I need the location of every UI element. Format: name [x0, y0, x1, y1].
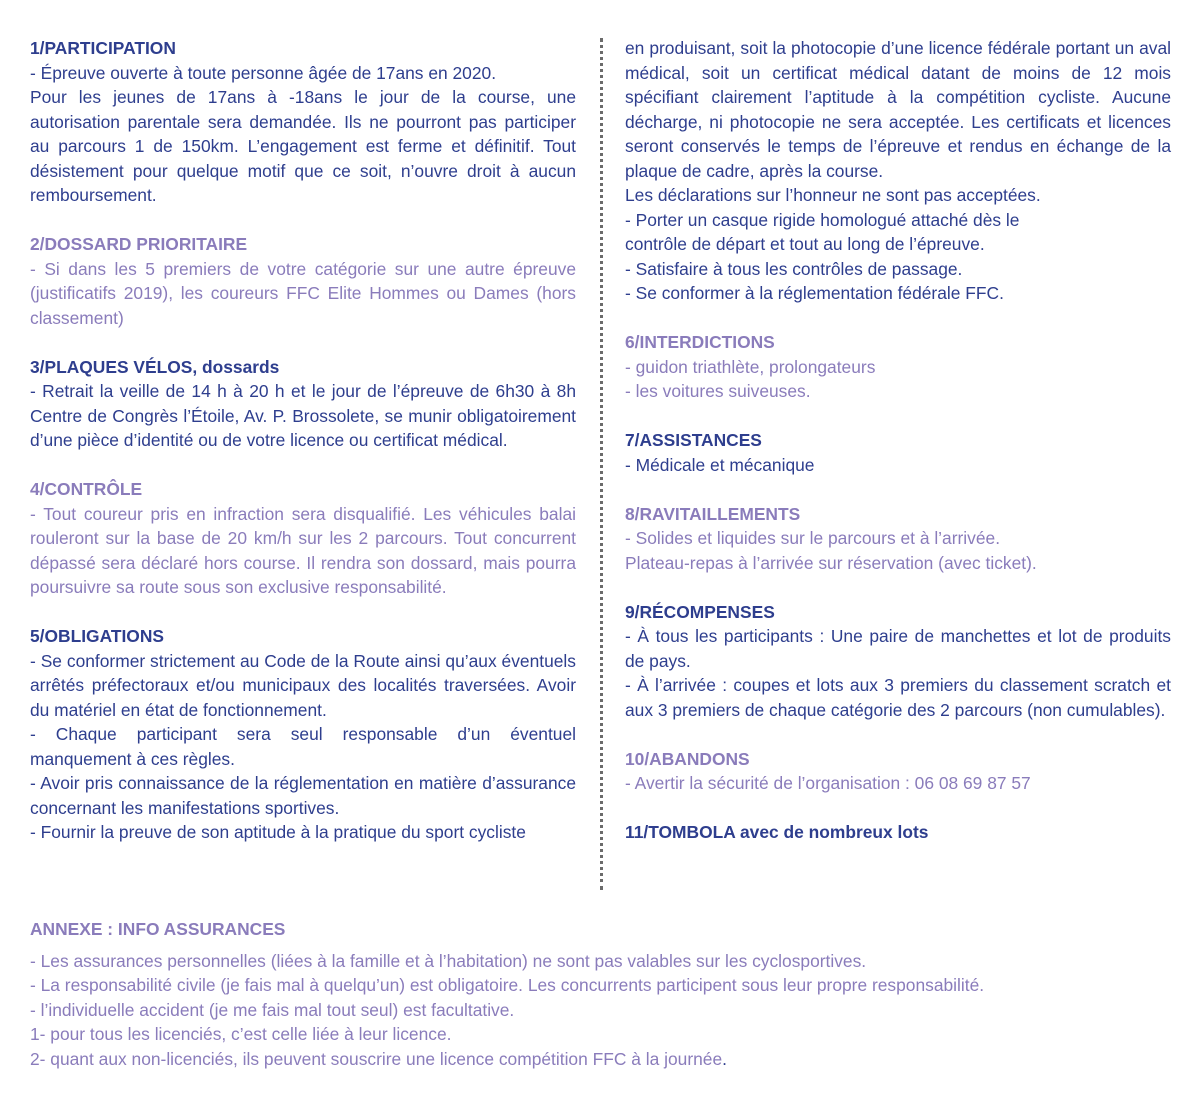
section-paragraph: - Médicale et mécanique — [625, 454, 815, 475]
section-paragraph: Pour les jeunes de 17ans à -18ans le jour de la course, une autorisation parentale sera demandée. Ils ne pourront pas participer au parcours 1 de 150km. L’engagement est ferme et définitif. Tout désistement pour quelque motif que ce soit, n’ouvre droit à aucun remboursement. — [30, 87, 576, 205]
section-heading: 2/DOSSARD PRIORITAIRE — [30, 234, 248, 254]
section-paragraph: - Épreuve ouverte à toute personne âgée de 17ans en 2020. — [30, 62, 497, 83]
section-obligations-continued — [625, 36, 1171, 306]
section-paragraph: - Tout coureur pris en infraction sera disqualifié. Les véhicules balai rouleront sur la base de 20 km/h sur les 2 parcours. Tout concurrent dépassé sera déclaré hors course. Il rendra son dossard, mais pourra poursuivre sa route sous son exclusive responsabilité. — [30, 503, 576, 597]
section-paragraph: - Si dans les 5 premiers de votre catégorie sur une autre épreuve (justificatifs 2019), les coureurs FFC Elite Hommes ou Dames (hors classement) — [30, 258, 576, 328]
section-paragraph: - Fournir la preuve de son aptitude à la pratique du sport cycliste — [30, 822, 526, 842]
section-heading: 10/ABANDONS — [625, 748, 750, 769]
section-paragraph: - Porter un casque rigide homologué attaché dès le — [625, 209, 1020, 230]
left-column — [30, 36, 576, 869]
annex-line-text: 2- quant aux non-licenciés, ils peuvent souscrire une licence compétition FFC à la journée — [30, 1048, 723, 1069]
annex-line: - l’individuelle accident (je me fais mal tout seul) est facultative. — [30, 999, 515, 1020]
section-paragraph: - À l’arrivée : coupes et lots aux 3 premiers du classement scratch et aux 3 premiers de chaque catégorie des 2 parcours (non cumulables). — [625, 675, 1171, 720]
section-paragraph: - guidon triathlète, prolongateurs — [625, 356, 876, 377]
annex-line: 1- pour tous les licenciés, c’est celle liée à leur licence. — [30, 1024, 452, 1044]
section-paragraph: - Se conformer à la réglementation fédérale FFC. — [625, 283, 1004, 303]
section-paragraph: - Avertir la sécurité de l’organisation : 06 08 69 87 57 — [625, 773, 1031, 793]
section-paragraph: Plateau-repas à l’arrivée sur réservation (avec ticket). — [625, 552, 1037, 573]
section-heading: 11/TOMBOLA avec de nombreux lots — [625, 822, 929, 842]
section-ravitaillements — [625, 502, 1171, 576]
section-heading: 6/INTERDICTIONS — [625, 332, 775, 352]
section-paragraph: contrôle de départ et tout au long de l’épreuve. — [625, 234, 985, 254]
section-heading: 4/CONTRÔLE — [30, 479, 143, 499]
section-heading: 8/RAVITAILLEMENTS — [625, 503, 801, 524]
section-paragraph: - À tous les participants : Une paire de manchettes et lot de produits de pays. — [625, 626, 1171, 671]
section-paragraph: Les déclarations sur l’honneur ne sont pas acceptées. — [625, 185, 1041, 205]
section-paragraph: - Avoir pris connaissance de la réglementation en matière d’assurance concernant les manifestations sportives. — [30, 773, 576, 818]
section-plaques-velos — [30, 355, 576, 453]
section-paragraph: - les voitures suiveuses. — [625, 381, 811, 401]
column-divider — [600, 38, 603, 890]
section-assistances — [625, 428, 1171, 477]
section-paragraph: - Satisfaire à tous les contrôles de passage. — [625, 258, 963, 279]
section-obligations — [30, 624, 576, 845]
annex-assurances — [30, 917, 1180, 1071]
section-heading: 9/RÉCOMPENSES — [625, 601, 775, 622]
annex-heading: ANNEXE : INFO ASSURANCES — [30, 919, 286, 939]
section-interdictions — [625, 330, 1171, 404]
section-dossard-prioritaire — [30, 232, 576, 330]
section-paragraph: - Solides et liquides sur le parcours et à l’arrivée. — [625, 528, 1001, 548]
section-participation — [30, 36, 576, 208]
section-recompenses — [625, 600, 1171, 723]
section-controle — [30, 477, 576, 600]
section-paragraph: - Retrait la veille de 14 h à 20 h et le jour de l’épreuve de 6h30 à 8h Centre de Congrès l’Étoile, Av. P. Brossolete, se munir obligatoirement d’une pièce d’identité ou de votre licence ou certificat médical. — [30, 381, 576, 450]
section-heading: 7/ASSISTANCES — [625, 430, 762, 450]
section-heading: 1/PARTICIPATION — [30, 38, 176, 58]
section-heading: 5/OBLIGATIONS — [30, 626, 164, 646]
annex-final-period: . — [722, 1048, 727, 1069]
right-column — [625, 36, 1171, 869]
section-abandons — [625, 747, 1171, 796]
section-heading: 3/PLAQUES VÉLOS, dossards — [30, 356, 280, 377]
section-tombola — [625, 820, 1171, 845]
section-paragraph: - Se conformer strictement au Code de la Route ainsi qu’aux éventuels arrêtés préfectoraux et/ou municipaux des localités traversées. Avoir du matériel en état de fonctionnement. — [30, 650, 576, 720]
section-paragraph: - Chaque participant sera seul responsable d’un éventuel manquement à ces règles. — [30, 724, 576, 769]
annex-line: - La responsabilité civile (je fais mal à quelqu’un) est obligatoire. Les concurrents participent sous leur propre responsabilité. — [30, 975, 985, 995]
annex-line — [30, 1047, 1180, 1072]
section-paragraph: en produisant, soit la photocopie d’une licence fédérale portant un aval médical, soit un certificat médical datant de moins de 12 mois spécifiant clairement l’aptitude à la compétition cycliste. Aucune décharge, ni photocopie ne sera acceptée. Les certificats et licences seront conservés le temps de l’épreuve et rendus en échange de la plaque de cadre, après la course. — [625, 38, 1171, 181]
annex-line: - Les assurances personnelles (liées à la famille et à l’habitation) ne sont pas valables sur les cyclosportives. — [30, 950, 867, 971]
